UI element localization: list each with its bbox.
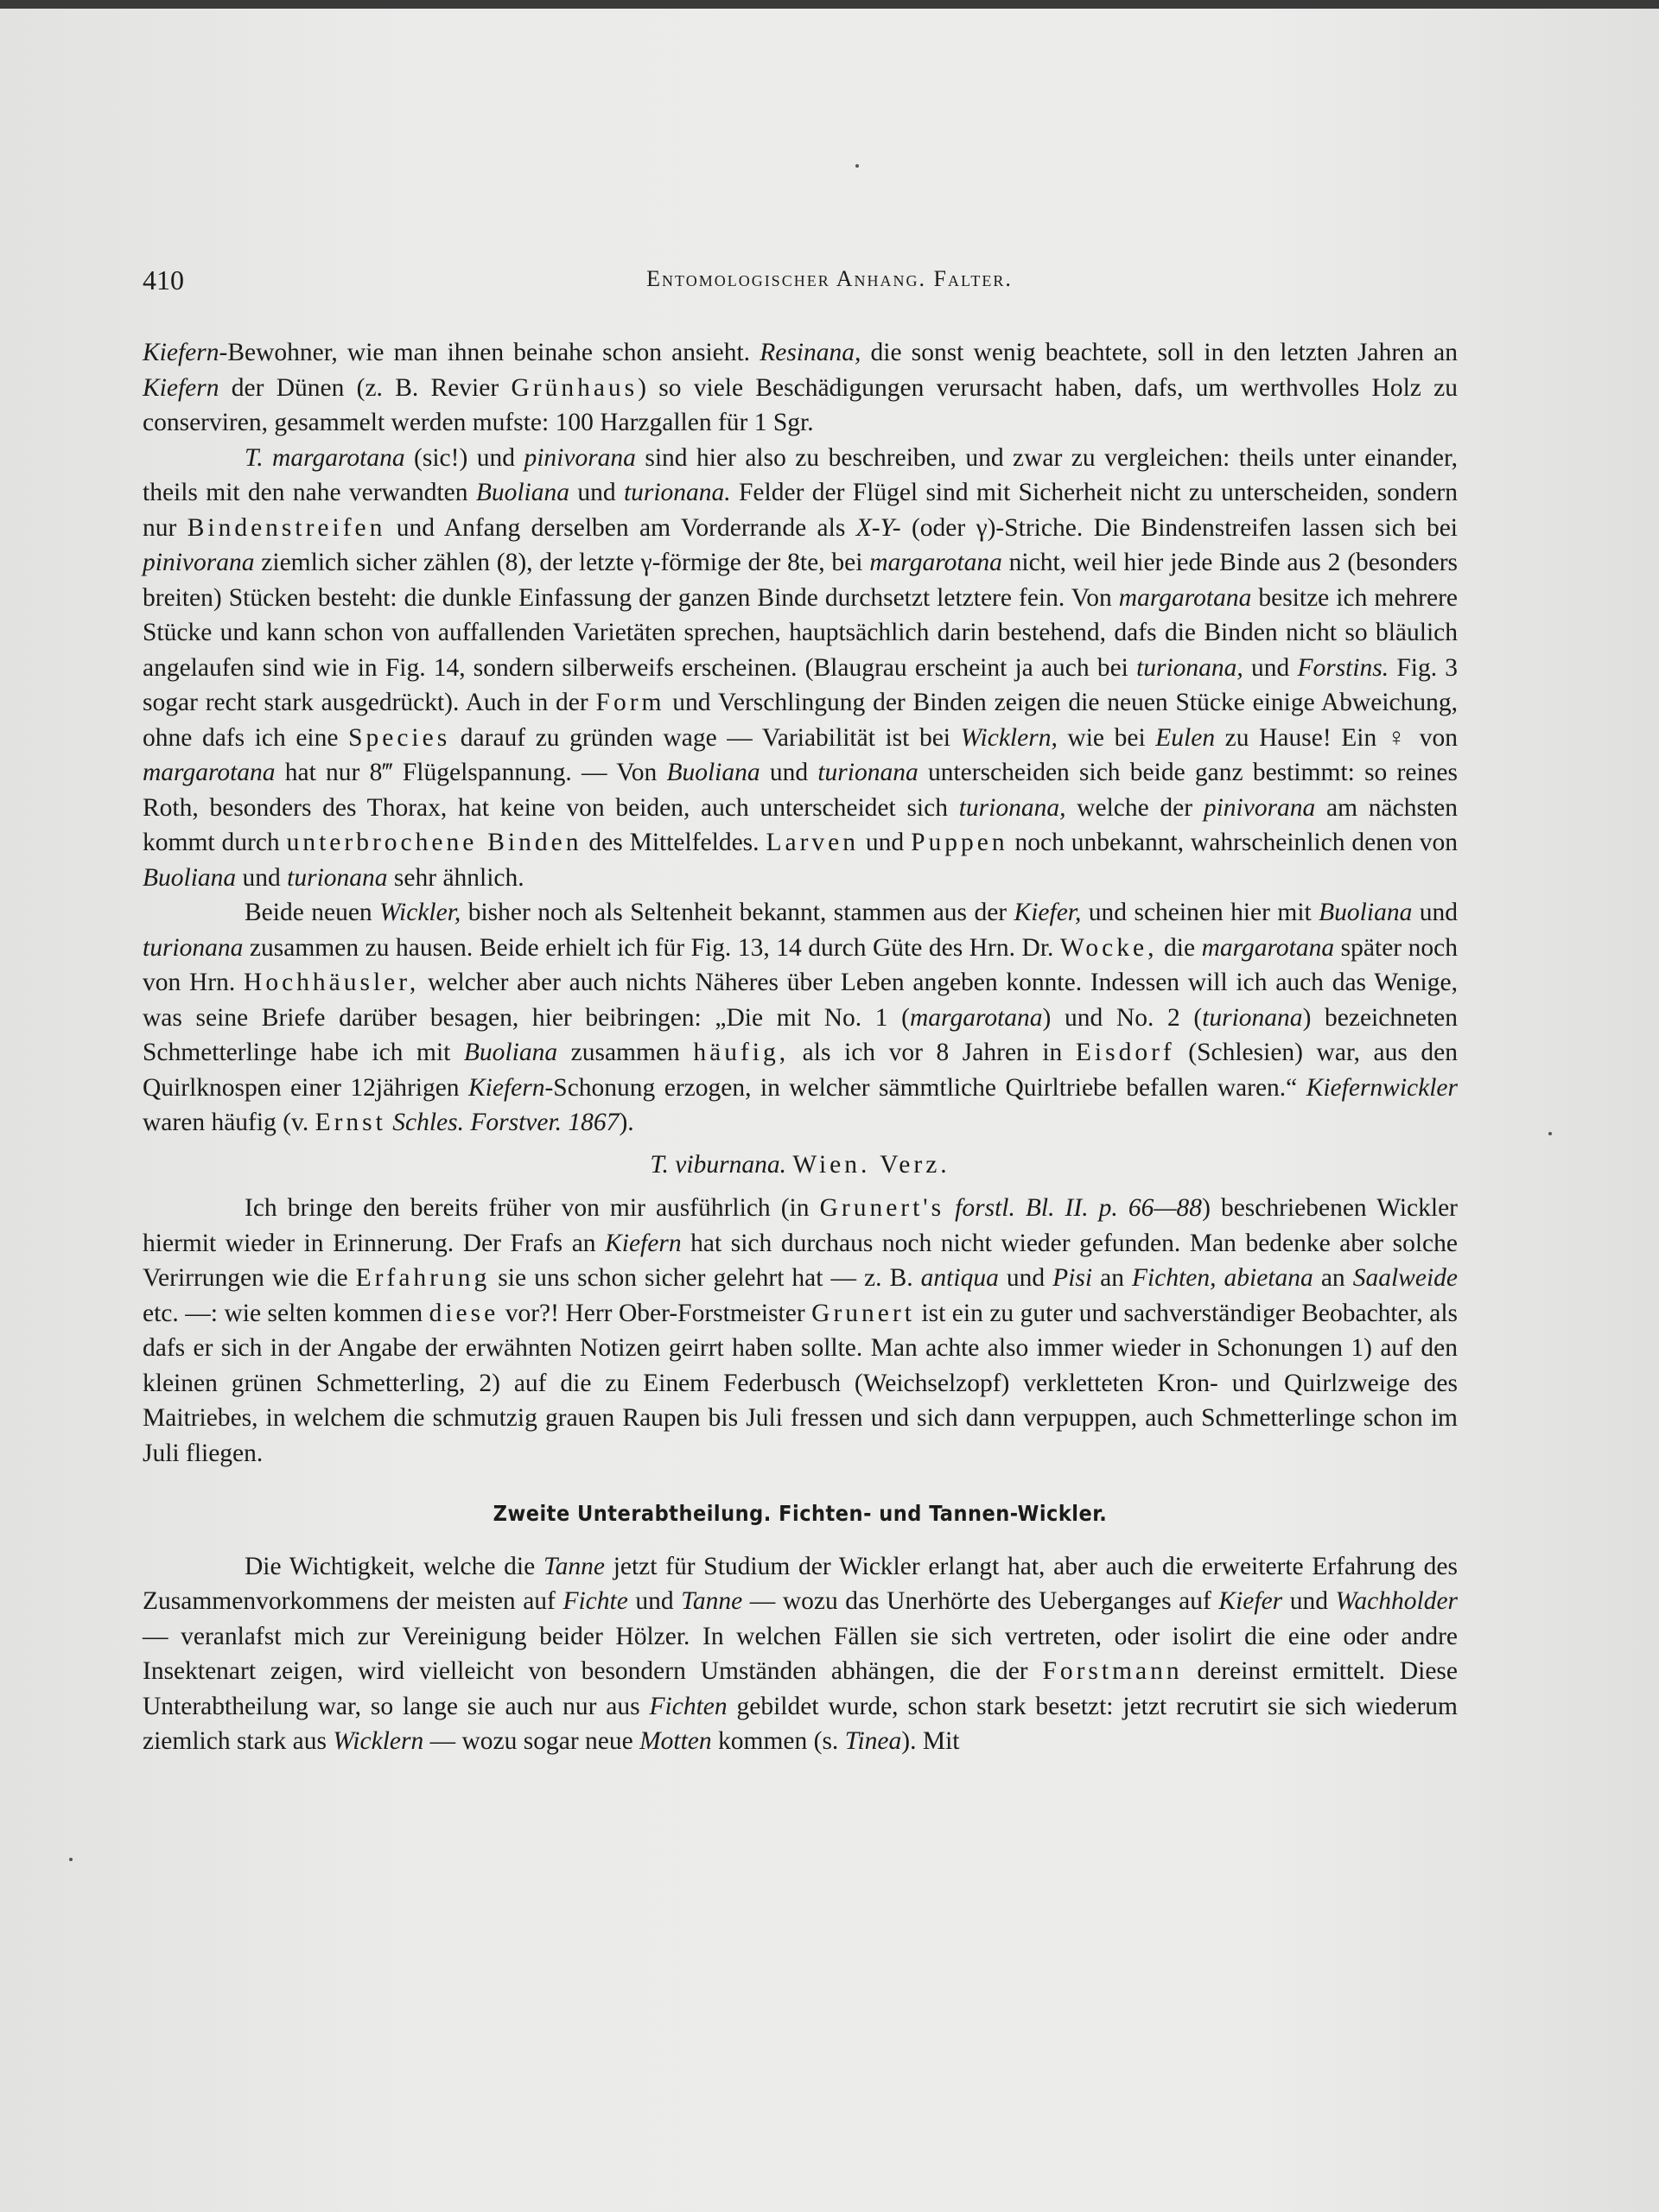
page-header (143, 264, 1516, 309)
species-authority: Wien. Verz. (792, 1150, 950, 1179)
paper-speck (1548, 1132, 1552, 1135)
paper-speck (69, 1858, 73, 1861)
species-name: T. viburnana. (650, 1150, 786, 1179)
paragraph-viburnana: Ich bringe den bereits früher von mir ausführlich (in Grunert's forstl. Bl. II. p. 66—88) beschriebenen Wickler hiermit wieder in Erinnerung. Der Frafs an Kiefern hat sich durchaus noch nicht wieder gefunden. Man bedenke aber solche Verirrungen wie die Erfahrung sie uns schon sicher gelehrt hat — z. B. antiqua und Pisi an Fichten, abietana an Saalweide etc. —: wie selten kommen diese vor?! Herr Ober-Forstmeister Grunert ist ein zu guter und sachverständiger Beobachter, als dafs er sich in der Angabe der erwähnten Notizen geirrt haben sollte. Man achte also immer wieder in Schonungen 1) auf den kleinen grünen Schmetterling, 2) auf die zu Einem Federbusch (Weichselzopf) verkletteten Kron- und Quirlzweige des Maitriebes, in welchem die schmutzig grauen Raupen bis Juli fressen und sich dann verpuppen, auch Schmetterlinge schon im Juli fliegen. (143, 1194, 1459, 1467)
section-title-viburnana (143, 1147, 1458, 1183)
paragraph-wichtigkeit-tanne: Die Wichtigkeit, welche die Tanne jetzt für Studium der Wickler erlangt hat, aber auch die erweiterte Erfahrung des Zusammenvorkommens der meisten auf Fichte und Tanne — wozu das Unerhörte des Ueberganges auf Kiefer und Wachholder — veranlafst mich zur Vereinigung beider Hölzer. In welchen Fällen sie sich vertreten, oder isolirt die eine oder andre Insektenart zeigen, wird vielleicht von besondern Umständen abhängen, die der Forstmann dereinst ermittelt. Diese Unterabtheilung war, so lange sie auch nur aus Fichten gebildet wurde, schon stark besetzt: jetzt recrutirt sie sich wiederum ziemlich stark aus Wicklern — wozu sogar neue Motten kommen (s. Tinea). Mit (143, 1552, 1459, 1755)
body-text (143, 335, 1458, 1759)
running-title: Entomologischer Anhang. Falter. (646, 266, 1013, 291)
paragraph-margarotana: T. margarotana (sic!) und pinivorana sind hier also zu beschreiben, und zwar zu vergleichen: theils unter einander, theils mit den nahe verwandten Buoliana und turionana. Felder der Flügel sind mit Sicherheit nicht zu unterscheiden, sondern nur Bindenstreifen und Anfang derselben am Vorderrande als X-Y- (oder γ)-Striche. Die Bindenstreifen lassen sich bei pinivorana ziemlich sicher zählen (8), der letzte γ-förmige der 8te, bei margarotana nicht, weil hier jede Binde aus 2 (besonders breiten) Stücken besteht: die dunkle Einfassung der ganzen Binde durchsetzt letztere fein. Von margarotana besitze ich mehrere Stücke und kann schon von auffallenden Varietäten sprechen, hauptsächlich darin bestehend, dafs die Binden nicht so bläulich angelaufen sind wie in Fig. 14, sondern silberweifs erscheinen. (Blaugrau erscheint ja auch bei turionana, und Forstins. Fig. 3 sogar recht stark ausgedrückt). Auch in der Form und Verschlingung der Binden zeigen die neuen Stücke einige Abweichung, ohne dafs ich eine Species darauf zu gründen wage — Variabilität ist bei Wicklern, wie bei Eulen zu Hause! Ein ♀ von margarotana hat nur 8‴ Flügelspannung. — Von Buoliana und turionana unterscheiden sich beide ganz bestimmt: so reines Roth, besonders des Thorax, hat keine von beiden, auch unterscheidet sich turionana, welche der pinivorana am nächsten kommt durch unterbrochene Binden des Mittelfeldes. Larven und Puppen noch unbekannt, wahrscheinlich denen von Buoliana und turionana sehr ähnlich. (143, 443, 1459, 892)
subsection-heading: Zweite Unterabtheilung. Fichten- und Tannen-Wickler. (493, 1501, 1108, 1526)
paper-speck (855, 164, 859, 168)
page-number: 410 (143, 264, 184, 296)
paragraph-beide-neuen-wickler: Beide neuen Wickler, bisher noch als Seltenheit bekannt, stammen aus der Kiefer, und scheinen hier mit Buoliana und turionana zusammen zu hausen. Beide erhielt ich für Fig. 13, 14 durch Güte des Hrn. Dr. Wocke, die margarotana später noch von Hrn. Hochhäusler, welcher aber auch nichts Näheres über Leben angeben konnte. Indessen will ich auch das Wenige, was seine Briefe darüber besagen, hier beibringen: „Die mit No. 1 (margarotana) und No. 2 (turionana) bezeichneten Schmetterlinge habe ich mit Buoliana zusammen häufig, als ich vor 8 Jahren in Eisdorf (Schlesien) war, aus den Quirlknospen einer 12jährigen Kiefern-Schonung erzogen, in welcher sämmtliche Quirltriebe befallen waren.“ Kiefernwickler waren häufig (v. Ernst Schles. Forstver. 1867). (143, 899, 1459, 1136)
paragraph-kiefern-bewohner: Kiefern-Bewohner, wie man ihnen beinahe schon ansieht. Resinana, die sonst wenig beachtete, soll in den letzten Jahren an Kiefern der Dünen (z. B. Revier Grünhaus) so viele Beschädigungen verursacht haben, dafs, um werthvolles Holz zu conserviren, gesammelt werden mufste: 100 Harzgallen für 1 Sgr. (143, 339, 1458, 436)
book-page (0, 9, 1659, 2212)
